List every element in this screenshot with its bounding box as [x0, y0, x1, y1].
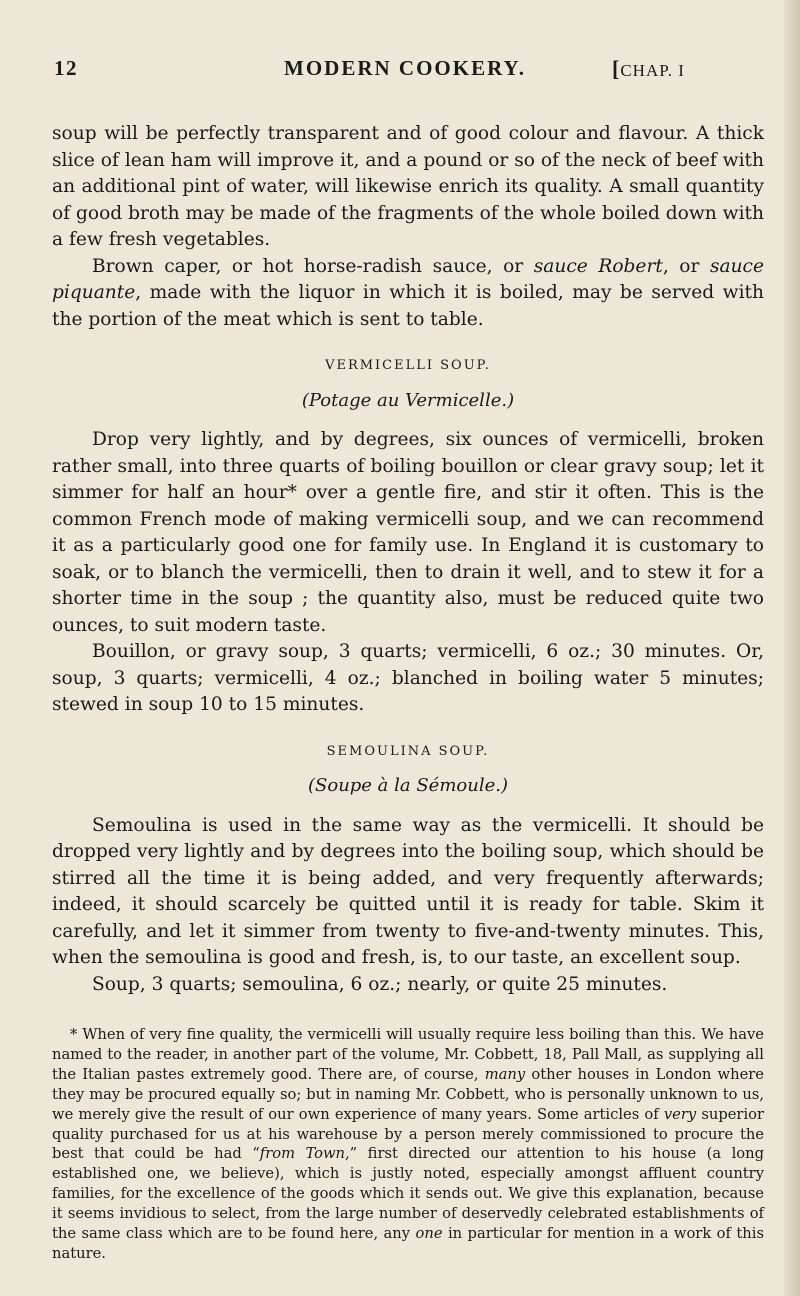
- book-page: [52, 56, 764, 1264]
- vermicelli-paragraph-2: Bouillon, or gravy soup, 3 quarts; vermicelli, 6 oz.; 30 minutes. Or, soup, 3 quarts; vermicelli, 4 oz.; blanched in boiling water 5 minutes; stewed in soup 10 to 15 minutes.: [52, 641, 764, 715]
- page-body: [52, 121, 764, 998]
- footnote: [52, 1025, 764, 1264]
- footnote-text: * When of very fine quality, the vermicelli will usually require less boiling than this. We have named to the reader, in another part of the volume, Mr. Cobbett, 18, Pall Mall, as supplying all the Italian pastes extremely good. There are, of course, many other houses in London where they may be procured equally so; but in naming Mr. Cobbett, who is personally unknown to us, we merely give the result of our own experience of many years. Some articles of very superior quality purchased for us at his warehouse by a person merely commissioned to procure the best that could be had “from Town,” first directed our attention to his house (a long established one, we believe), which is justly noted, especially amongst affluent country families, for the excellence of the goods which it sends out. We give this explanation, because it seems invidious to select, from the large number of deservedly celebrated establishments of the same class which are to be found here, any one in particular for mention in a work of this nature.: [52, 1026, 765, 1262]
- intro-paragraph-2: Brown caper, or hot horse-radish sauce, or sauce Robert, or sauce piquante, made with the liquor in which it is boiled, may be served with the portion of the meat which is sent to table.: [52, 255, 764, 330]
- semoulina-paragraph-1: Semoulina is used in the same way as the vermicelli. It should be dropped very lightly and by degrees into the boiling soup, which should be stirred all the time it is being added, and very frequently afterwards; indeed, it should scarcely be quitted until it is ready for table. Skim it carefully, and let it simmer from twenty to five-and-twenty minutes. This, when the semoulina is good and fresh, is, to our taste, an excellent soup.: [52, 814, 764, 968]
- semoulina-heading: SEMOULINA SOUP.: [326, 743, 490, 759]
- vermicelli-heading: VERMICELLI SOUP.: [325, 358, 491, 373]
- page-number: 12: [54, 56, 78, 80]
- running-title: MODERN COOKERY.: [284, 56, 526, 80]
- semoulina-subtitle: (Soupe à la Sémoule.): [308, 775, 508, 796]
- semoulina-paragraph-2: Soup, 3 quarts; semoulina, 6 oz.; nearly, or quite 25 minutes.: [92, 973, 668, 995]
- intro-paragraph-1: soup will be perfectly transparent and of good colour and flavour. A thick slice of lean ham will improve it, and a pound or so of the neck of beef with an additional pint of water, will likewise enrich its quality. A small quantity of good broth may be made of the fragments of the whole boiled down with a few fresh vegetables.: [52, 123, 764, 250]
- vermicelli-subtitle: (Potage au Vermicelle.): [301, 389, 515, 411]
- vermicelli-paragraph-1: Drop very lightly, and by degrees, six ounces of vermicelli, broken rather small, into three quarts of boiling bouillon or clear gravy soup; let it simmer for half an hour* over a gentle fire, and stir it often. This is the common French mode of making vermicelli soup, and we can recommend it as a particularly good one for family use. In England it is customary to soak, or to blanch the vermicelli, then to drain it well, and to stew it for a shorter time in the soup ; the quantity also, must be reduced quite two ounces, to suit modern taste.: [52, 429, 764, 636]
- running-head: [52, 56, 764, 84]
- page-edge: [784, 0, 800, 1296]
- chapter-label: [CHAP. I: [612, 56, 685, 81]
